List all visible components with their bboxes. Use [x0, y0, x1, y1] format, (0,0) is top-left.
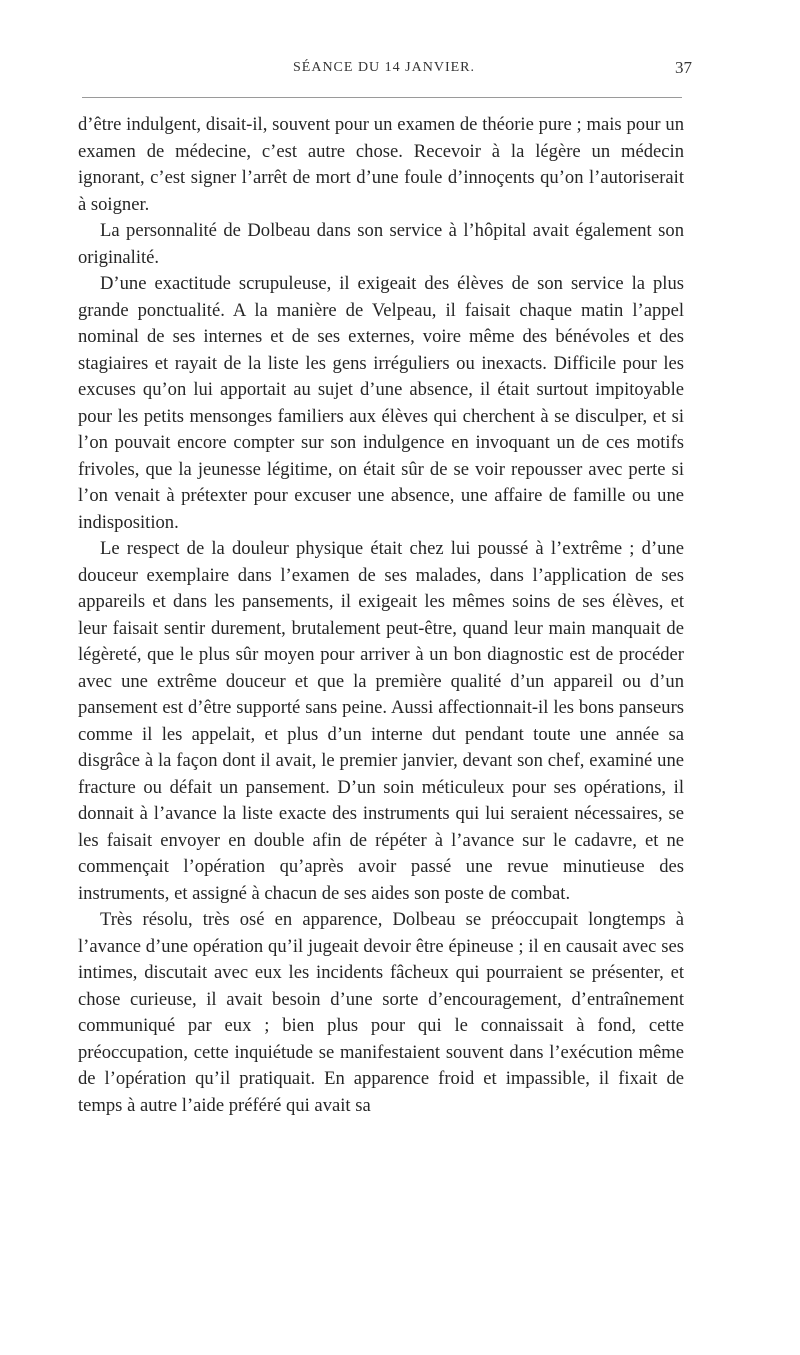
running-title: SÉANCE DU 14 JANVIER.	[293, 60, 475, 75]
header-rule	[82, 97, 682, 98]
page-header	[78, 60, 690, 86]
page-number: 37	[675, 58, 692, 77]
paragraph: Très résolu, très osé en apparence, Dolbeau se préoccupait longtemps à l’avance d’une opération qu’il jugeait devoir être épineuse ; il en causait avec ses intimes, discutait avec eux les incidents fâcheux qui pourraient se présenter, et chose curieuse, il avait besoin d’une sorte d’encouragement, d’entraînement communiqué par eux ; bien plus pour qui le connaissait à fond, cette préoccupation, cette inquiétude se manifestaient souvent dans l’exécution même de l’opération qu’il pratiquait. En apparence froid et impassible, il fixait de temps à autre l’aide préféré qui avait sa	[78, 909, 684, 1116]
paragraph: D’une exactitude scrupuleuse, il exigeait des élèves de son service la plus grande ponctualité. A la manière de Velpeau, il faisait chaque matin l’appel nominal de ses internes et de ses externes, voire même des bénévoles et des stagiaires et rayait de la liste les gens irréguliers ou inexacts. Difficile pour les excuses qu’on lui apportait au sujet d’une absence, il était surtout impitoyable pour les petits mensonges familiers aux élèves qui cherchent à se disculper, et si l’on pouvait encore compter sur son indulgence en invoquant un de ces motifs frivoles, que la jeunesse légitime, on était sûr de se voir repousser avec perte si l’on venait à prétexter pour excuser une absence, une affaire de famille ou une indisposition.	[78, 273, 684, 533]
body-text	[78, 112, 684, 1119]
paragraph: La personnalité de Dolbeau dans son service à l’hôpital avait également son originalité.	[78, 220, 684, 268]
paragraph: Le respect de la douleur physique était chez lui poussé à l’extrême ; d’une douceur exemplaire dans l’examen de ses malades, dans l’application de ses appareils et dans les pansements, il exigeait les mêmes soins de ses élèves, et leur faisait sentir durement, brutalement peut-être, quand leur main manquait de légèreté, que le plus sûr moyen pour arriver à un bon diagnostic est de procéder avec une extrême douceur et que la première qualité d’un appareil ou d’un pansement est d’être supporté sans peine. Aussi affectionnait-il les bons panseurs comme il les appelait, et plus d’un interne dut pendant toute une année sa disgrâce à la façon dont il avait, le premier janvier, devant son chef, examiné une fracture ou défait un pansement. D’un soin méticuleux pour ses opérations, il donnait à l’avance la liste exacte des instruments qui lui seraient nécessaires, se les faisait envoyer en double afin de répéter à l’avance sur le cadavre, et ne commençait l’opération qu’après avoir passé une revue minutieuse des instruments, et assigné à chacun de ses aides son poste de combat.	[78, 538, 684, 904]
paragraph-continuation: d’être indulgent, disait-il, souvent pour un examen de théorie pure ; mais pour un examen de médecine, c’est autre chose. Recevoir à la légère un médecin ignorant, c’est signer l’arrêt de mort d’une foule d’innoçents qu’on l’autoriserait à soigner.	[78, 114, 684, 215]
